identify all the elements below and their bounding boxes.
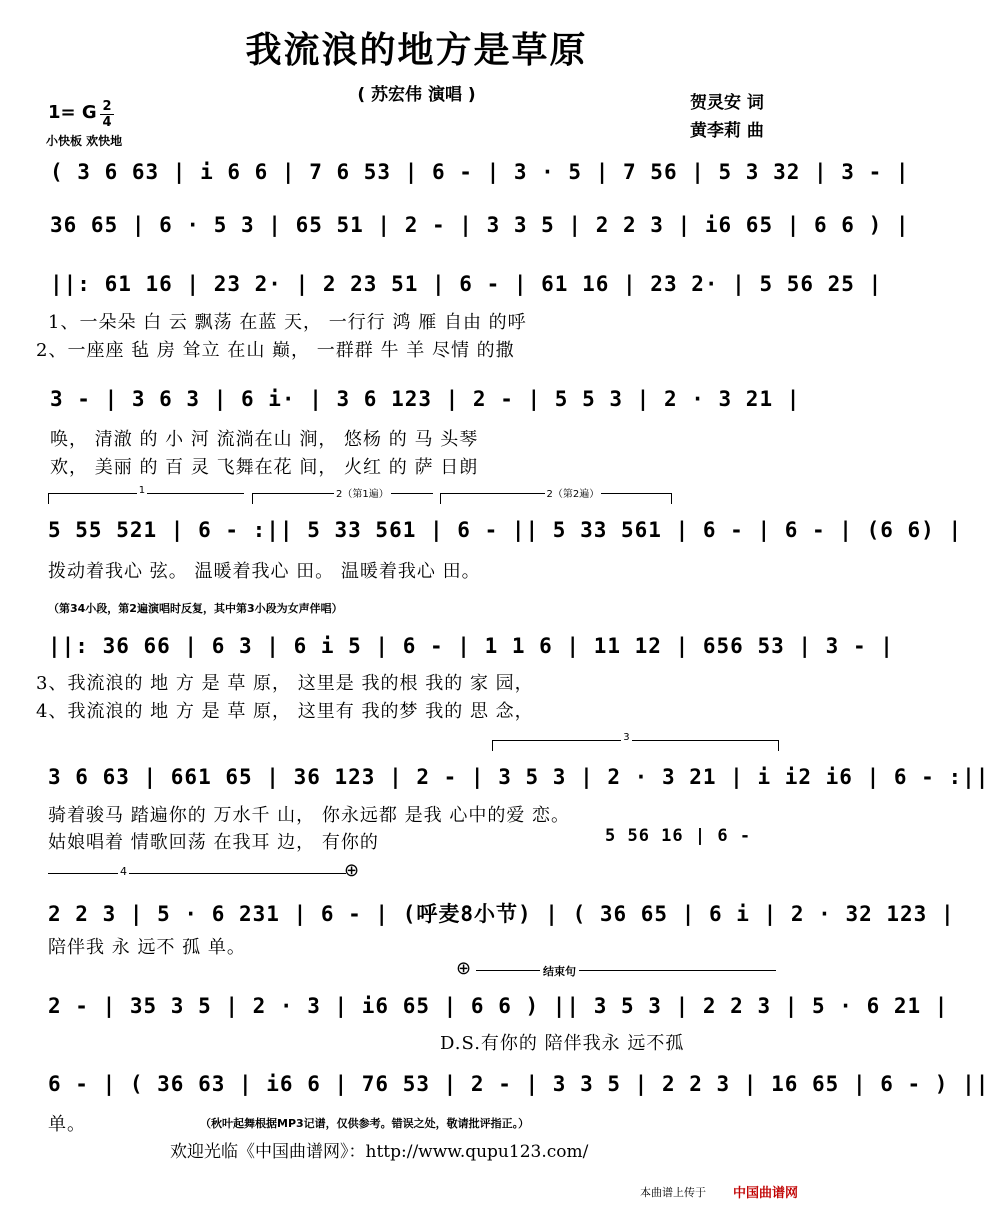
time-signature-bottom: 4 [102,115,112,130]
lyrics-row-6-verse-4: 4、我流浪的 地 方 是 草 原， 这里有 我的梦 我的 思 念， [36,701,534,722]
performance-note: （第34小段，第2遍演唱时反复，其中第3小段为女声伴唱） [48,602,343,615]
ending-line [476,970,776,971]
lyrics-row-4-verse-1: 唤， 清澈 的 小 河 流淌在山 涧， 悠杨 的 马 头琴 [50,429,479,450]
key-signature: 1= G [48,102,97,123]
ending-coda-sign: ⊕ [456,958,472,979]
volta-bracket-2-first [252,489,433,504]
score-row-1: ( 3 6 63 | i 6 6 | 7 6 53 | 6 - | 3 · 5 | 7 56 | 5 3 32 | 3 - | [50,160,910,184]
lyrics-row-7-verse-4: 姑娘唱着 情歌回荡 在我耳 边， 有你的 [48,832,379,853]
score-row-7-alternate: 5 56 16 | 6 - [605,826,752,846]
time-signature-top: 2 [102,99,112,114]
score-row-6: ||: 36 66 | 6 3 | 6 i 5 | 6 - | 1 1 6 | 11 12 | 656 53 | 3 - | [48,634,894,658]
score-row-3: ||: 61 16 | 23 2· | 2 23 51 | 6 - | 61 16 | 23 2· | 5 56 25 | [50,272,883,296]
site-logo [733,1182,798,1201]
upload-note: 本曲谱上传于 [640,1186,706,1199]
bracket-3-label: 3 [623,732,630,743]
composer-credit: 黄李莉 曲 [690,121,764,141]
page-title: 我流浪的地方是草原 [245,30,588,71]
bracket-3 [492,732,779,751]
volta-bracket-2-first-label: 2（第1遍） [334,485,391,500]
lyrics-row-5: 拨动着我心 弦。 温暖着我心 田。 温暖着我心 田。 [48,561,481,582]
volta-bracket-2-second-label: 2（第2遍） [545,485,602,500]
tempo-marking: 小快板 欢快地 [46,134,123,148]
bracket-4-label: 4 [120,865,127,878]
bracket-4 [48,873,346,874]
volta-bracket-1-label: 1 [138,485,146,496]
transcription-note: （秋叶起舞根据MP3记谱，仅供参考。错误之处，敬请批评指正。） [200,1117,530,1130]
score-row-4: 3 - | 3 6 3 | 6 i· | 3 6 123 | 2 - | 5 5 3 | 2 · 3 21 | [50,387,801,411]
time-signature [100,100,114,129]
score-row-10: 6 - | ( 36 63 | i6 6 | 76 53 | 2 - | 3 3 5 | 2 2 3 | 16 65 | 6 - ) || [48,1072,989,1096]
coda-sign: ⊕ [344,860,360,881]
lyrics-row-7-verse-3: 骑着骏马 踏遍你的 万水千 山， 你永远都 是我 心中的爱 恋。 [48,805,571,826]
score-row-5: 5 55 521 | 6 - :|| 5 33 561 | 6 - || 5 33 561 | 6 - | 6 - | (6 6) | [48,518,963,542]
lyrics-row-3-verse-2: 2、一座座 毡 房 耸立 在山 巅， 一群群 牛 羊 尽情 的撒 [36,340,515,361]
footer-website: 欢迎光临《中国曲谱网》：http://www.qupu123.com/ [170,1142,589,1162]
lyrics-row-9: D.S.有你的 陪伴我永 远不孤 [440,1033,685,1054]
volta-bracket-1 [48,485,244,504]
ending-label: 结束句 [540,963,579,979]
score-row-7: 3 6 63 | 661 65 | 36 123 | 2 - | 3 5 3 | 2 · 3 21 | i i2 i6 | 6 - :|| [48,765,989,789]
volta-bracket-2-second [440,489,672,504]
lyricist-credit: 贺灵安 词 [690,93,764,113]
lyrics-row-4-verse-2: 欢， 美丽 的 百 灵 飞舞在花 间， 火红 的 萨 日朗 [50,457,479,478]
score-row-8: 2 2 3 | 5 · 6 231 | 6 - | (呼麦8小节) | ( 36 65 | 6 i | 2 · 32 123 | [48,902,955,926]
lyrics-row-8: 陪伴我 永 远不 孤 单。 [48,937,246,958]
site-logo-text: 中国曲谱网 [733,1186,799,1201]
score-row-2: 36 65 | 6 · 5 3 | 65 51 | 2 - | 3 3 5 | 2 2 3 | i6 65 | 6 6 ) | [50,213,910,237]
lyrics-row-6-verse-3: 3、我流浪的 地 方 是 草 原， 这里是 我的根 我的 家 园， [36,673,534,694]
lyrics-row-10: 单。 [48,1114,86,1135]
lyrics-row-3-verse-1: 1、一朵朵 白 云 飘荡 在蓝 天， 一行行 鸿 雁 自由 的呼 [48,312,527,333]
singer-credit: ( 苏宏伟 演唱 ) [357,85,476,105]
score-row-9: 2 - | 35 3 5 | 2 · 3 | i6 65 | 6 6 ) || 3 5 3 | 2 2 3 | 5 · 6 21 | [48,994,949,1018]
